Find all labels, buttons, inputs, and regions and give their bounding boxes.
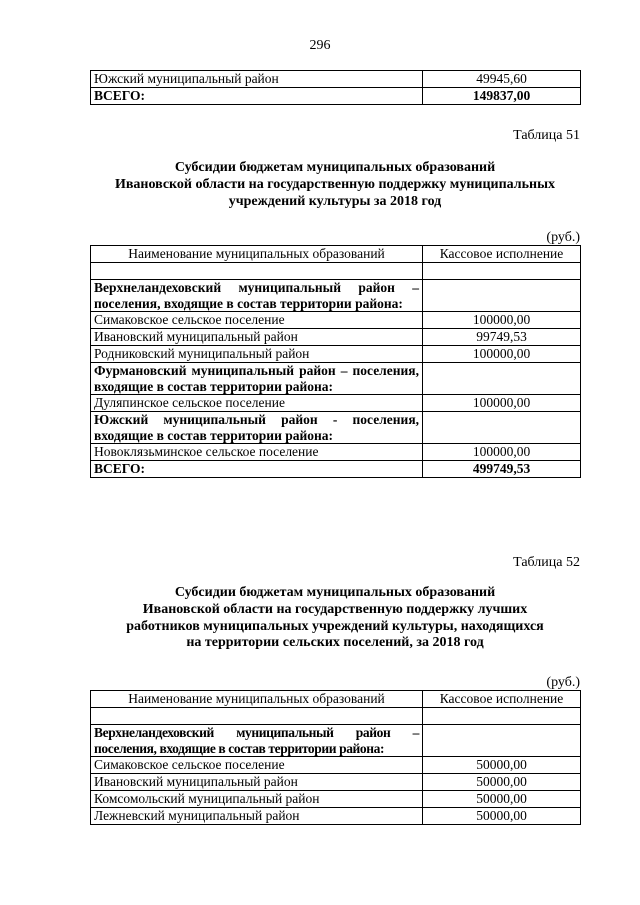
row-name: ВСЕГО: <box>91 461 423 478</box>
table-row <box>91 346 581 363</box>
table-spacer-row <box>91 263 581 280</box>
row-value: 100000,00 <box>423 444 581 461</box>
table-row <box>91 444 581 461</box>
group-name: Верхнеландеховский муниципальный район – поселения, входящие в состав территории района: <box>91 725 423 757</box>
row-name: ВСЕГО: <box>91 88 423 105</box>
table-row <box>91 725 581 757</box>
table-51-title: Субсидии бюджетам муниципальных образований Ивановской области на государственную поддержку муниципальных учреждений культуры за 2018 год <box>114 160 556 209</box>
header-col-name: Наименование муниципальных образований <box>91 246 423 263</box>
group-name: Фурмановский муниципальный район – поселения, входящие в состав территории района: <box>91 363 423 395</box>
row-name: Новоклязьминское сельское поселение <box>91 444 423 461</box>
table-row <box>91 808 581 825</box>
group-name: Верхнеландеховский муниципальный район – поселения, входящие в состав территории района: <box>91 280 423 312</box>
header-col-value: Кассовое исполнение <box>423 691 581 708</box>
row-name: Лежневский муниципальный район <box>91 808 423 825</box>
table-51-unit: (руб.) <box>546 230 580 245</box>
row-name: Комсомольский муниципальный район <box>91 791 423 808</box>
table-52-label: Таблица 52 <box>513 555 580 570</box>
table-header <box>91 691 581 708</box>
row-value: 50000,00 <box>423 808 581 825</box>
table-row <box>91 312 581 329</box>
table-52-title: Субсидии бюджетам муниципальных образований Ивановской области на государственную поддержку лучших работников муниципальных учреждений культуры, находящихся на территории сельских поселений, за 2018 год <box>126 585 544 651</box>
row-name: Симаковское сельское поселение <box>91 757 423 774</box>
row-value <box>423 412 581 444</box>
row-value <box>423 280 581 312</box>
row-value: 100000,00 <box>423 395 581 412</box>
row-value: 149837,00 <box>423 88 581 105</box>
row-name: Ивановский муниципальный район <box>91 329 423 346</box>
row-value: 100000,00 <box>423 312 581 329</box>
table-total-row <box>91 461 581 478</box>
table-52 <box>90 690 581 825</box>
continuation-table <box>90 70 581 105</box>
header-col-name: Наименование муниципальных образований <box>91 691 423 708</box>
row-value: 50000,00 <box>423 757 581 774</box>
group-name: Южский муниципальный район - поселения, входящие в состав территории района: <box>91 412 423 444</box>
table-52-unit: (руб.) <box>546 675 580 690</box>
row-value: 499749,53 <box>423 461 581 478</box>
table-row <box>91 412 581 444</box>
table-row <box>91 71 581 88</box>
row-name: Родниковский муниципальный район <box>91 346 423 363</box>
table-51 <box>90 245 581 478</box>
row-value: 50000,00 <box>423 791 581 808</box>
table-spacer-row <box>91 708 581 725</box>
table-row <box>91 774 581 791</box>
table-row <box>91 395 581 412</box>
row-name: Дуляпинское сельское поселение <box>91 395 423 412</box>
row-name: Симаковское сельское поселение <box>91 312 423 329</box>
table-row <box>91 363 581 395</box>
row-value: 50000,00 <box>423 774 581 791</box>
row-value: 99749,53 <box>423 329 581 346</box>
table-51-label: Таблица 51 <box>513 128 580 143</box>
row-value <box>423 363 581 395</box>
header-col-value: Кассовое исполнение <box>423 246 581 263</box>
table-row <box>91 329 581 346</box>
row-name: Ивановский муниципальный район <box>91 774 423 791</box>
row-value <box>423 725 581 757</box>
row-value: 49945,60 <box>423 71 581 88</box>
table-row <box>91 757 581 774</box>
table-row <box>91 791 581 808</box>
table-header <box>91 246 581 263</box>
table-row <box>91 280 581 312</box>
page-number: 296 <box>309 38 331 53</box>
table-row <box>91 88 581 105</box>
row-name: Южский муниципальный район <box>91 71 423 88</box>
row-value: 100000,00 <box>423 346 581 363</box>
